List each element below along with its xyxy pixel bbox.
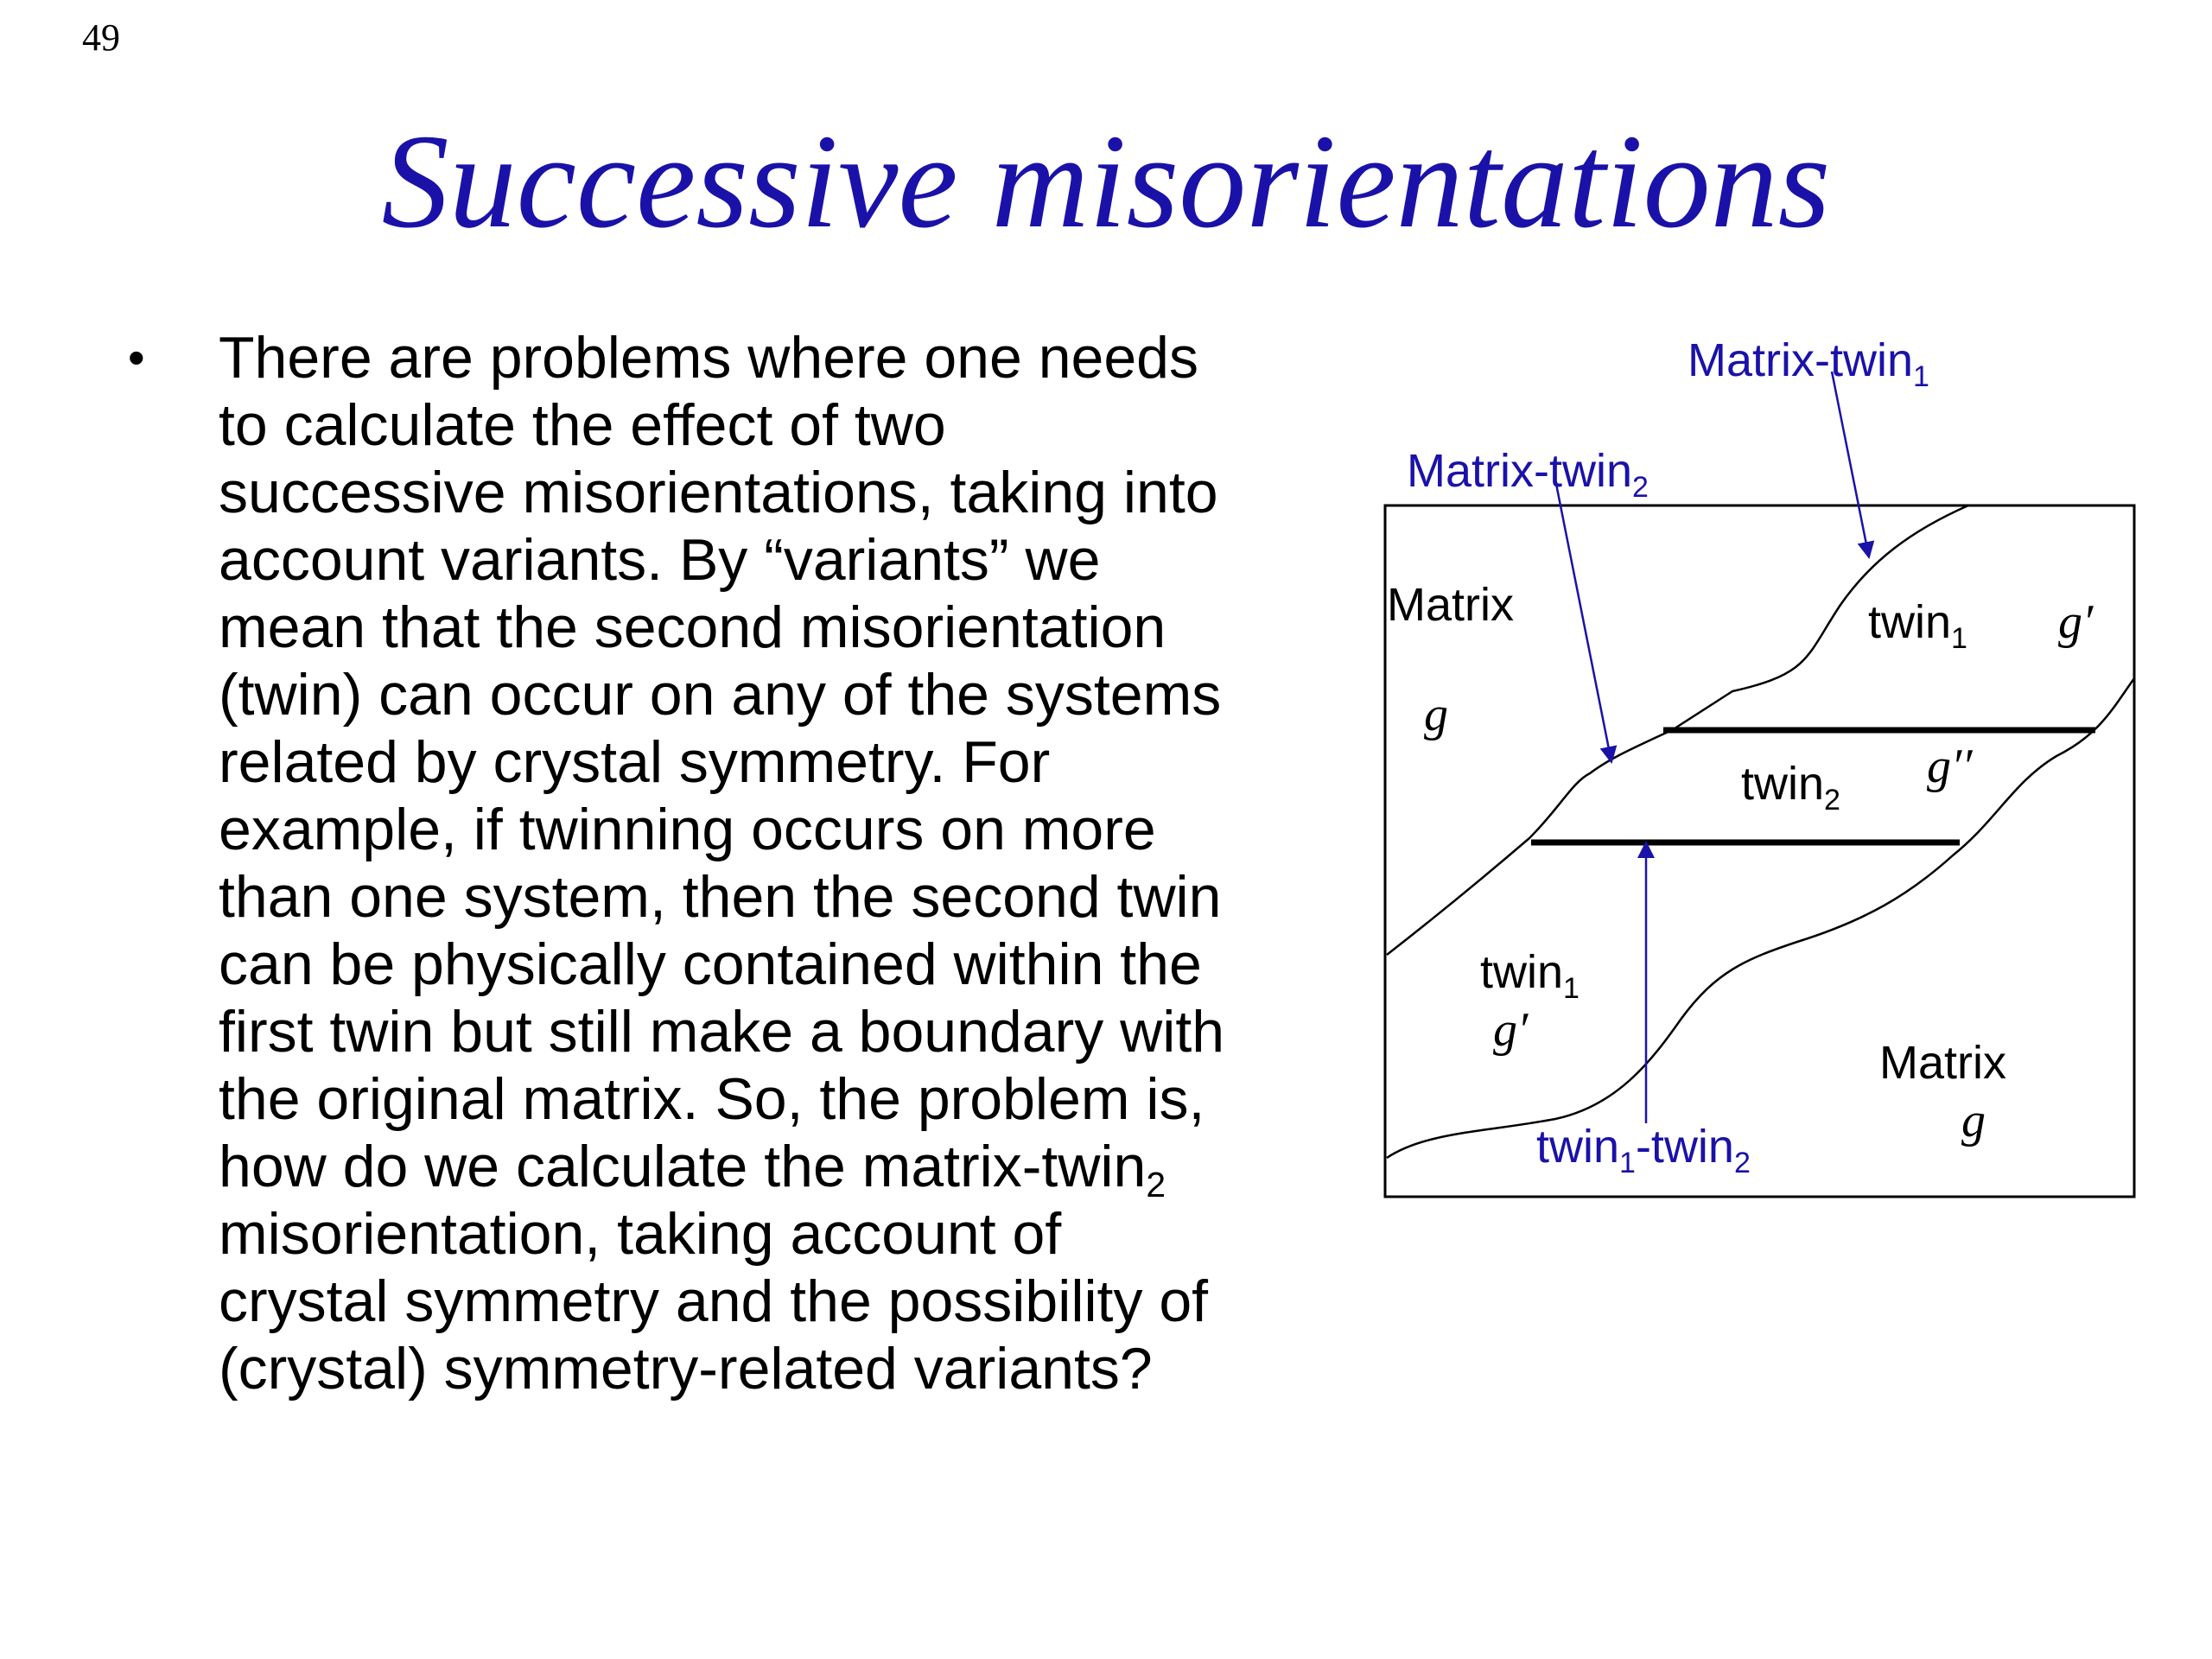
callout-arrow-matrix-twin2 bbox=[1555, 480, 1611, 762]
subscript: 2 bbox=[1146, 1165, 1166, 1205]
bullet-marker: • bbox=[128, 330, 145, 385]
callout-label-twin1-twin2: twin$_1$-twin$_2$ bbox=[1536, 1121, 1751, 1179]
region-label-twin2: twin$_2$ bbox=[1741, 758, 1840, 817]
region-symbol-twin1-bottom: g′ bbox=[1493, 1003, 1529, 1057]
text-line: (crystal) symmetry-related variants? bbox=[219, 1336, 1153, 1402]
text-line: successive misorientations, taking into bbox=[219, 460, 1218, 525]
region-symbol-matrix-bottom: g bbox=[1961, 1094, 1986, 1147]
text-line: to calculate the effect of two bbox=[219, 392, 946, 458]
text-line: first twin but still make a boundary with bbox=[219, 999, 1225, 1065]
callout-label-matrix-twin2: Matrix-twin$_2$ bbox=[1407, 445, 1649, 504]
text-line: than one system, then the second twin bbox=[219, 864, 1222, 930]
text-line: There are problems where one needs bbox=[219, 325, 1198, 391]
text-line: related by crystal symmetry. For bbox=[219, 729, 1051, 795]
callout-arrow-matrix-twin1 bbox=[1832, 372, 1869, 557]
text-line: the original matrix. So, the problem is, bbox=[219, 1066, 1205, 1132]
page-number: 49 bbox=[82, 16, 120, 59]
text-line: example, if twinning occurs on more bbox=[219, 797, 1156, 862]
text-line: (twin) can occur on any of the systems bbox=[219, 662, 1222, 728]
twin1-lower-boundary bbox=[1387, 678, 2134, 1158]
text-line: crystal symmetry and the possibility of bbox=[219, 1268, 1209, 1334]
text-line: account variants. By “variants” we bbox=[219, 527, 1101, 593]
region-symbol-twin1-top: g′ bbox=[2058, 595, 2094, 649]
text-line: can be physically contained within the bbox=[219, 931, 1202, 997]
region-label-twin1-top: twin$_1$ bbox=[1868, 596, 1967, 655]
region-label-matrix-bottom: Matrix bbox=[1879, 1037, 2006, 1089]
region-label-matrix-top: Matrix bbox=[1387, 579, 1514, 631]
region-symbol-twin2: g′′ bbox=[1927, 740, 1973, 793]
slide-title: Successive misorientations bbox=[381, 106, 1831, 256]
region-symbol-matrix-top: g bbox=[1424, 688, 1448, 741]
callout-label-matrix-twin1: Matrix-twin$_1$ bbox=[1688, 334, 1929, 393]
text-line: misorientation, taking account of bbox=[219, 1201, 1062, 1267]
text-segment: how do we calculate the matrix-twin bbox=[219, 1134, 1147, 1199]
region-label-twin1-bottom: twin$_1$ bbox=[1480, 946, 1580, 1005]
text-line: mean that the second misorientation bbox=[219, 594, 1166, 660]
